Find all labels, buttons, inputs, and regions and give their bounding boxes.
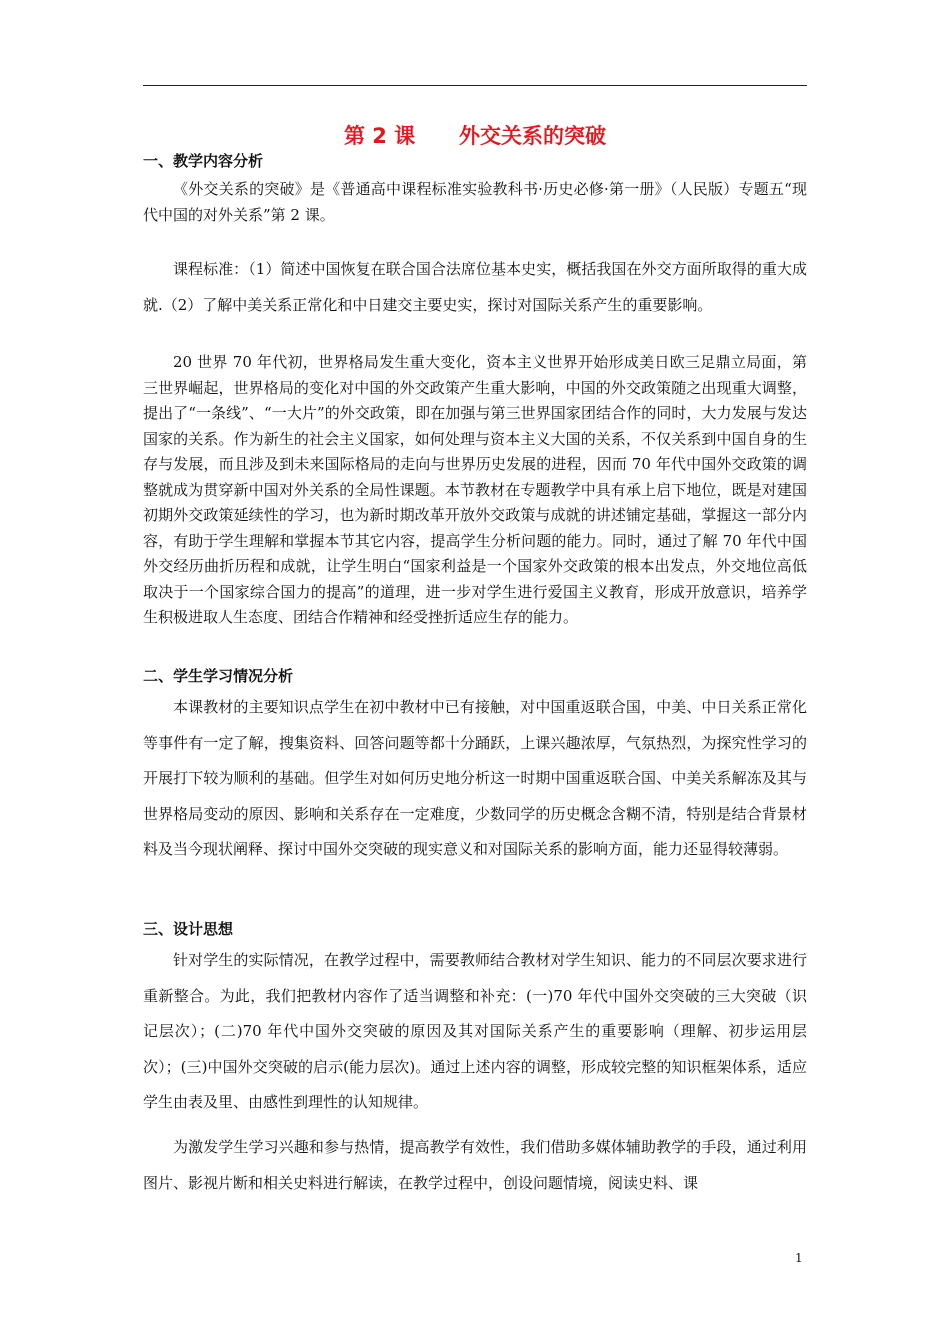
paragraph-design-adjustment: 针对学生的实际情况，在教学过程中，需要教师结合教材对学生知识、能力的不同层次要求进行重新整合。为此，我们把教材内容作了适当调整和补充：(一)70 年代中国外交突破的三大突破（识记层次）；(二)70 年代中国外交突破的原因及其对国际关系产生的重要影响（理解、初步运用层次）；(三)中国外交突破的启示(能力层次)。通过上述内容的调整，形成较完整的知识框架体系，适应学生由表及里、由感性到理性的认知规律。	[143, 951, 807, 1111]
section-heading-design-idea: 三、设计思想	[143, 920, 234, 938]
paragraph-curriculum-standard: 课程标准：（1）简述中国恢复在联合国合法席位基本史实，概括我国在外交方面所取得的重大成就.（2）了解中美关系正常化和中日建交主要史实，探讨对国际关系产生的重要影响。	[143, 260, 807, 314]
header-rule	[143, 85, 807, 86]
paragraph-textbook-intro: 《外交关系的突破》是《普通高中课程标准实验教科书·历史必修·第一册》（人民版）专题五“现代中国的对外关系”第 2 课。	[143, 180, 807, 224]
section-heading-student-analysis: 二、学生学习情况分析	[143, 667, 294, 685]
page-number: 1	[795, 1251, 803, 1265]
paragraph-background: 20 世界 70 年代初，世界格局发生重大变化，资本主义世界开始形成美日欧三足鼎立局面，第三世界崛起，世界格局的变化对中国的外交政策产生重大影响，中国的外交政策随之出现重大调整，提出了“一条线”、“一大片”的外交政策，即在加强与第三世界国家团结合作的同时，大力发展与发达国家的关系。作为新生的社会主义国家，如何处理与资本主义大国的关系，不仅关系到中国自身的生存与发展，而且涉及到未来国际格局的走向与世界历史发展的进程，因而 70 年代中国外交政策的调整就成为贯穿新中国对外关系的全局性课题。本节教材在专题教学中具有承上启下地位，既是对建国初期外交政策延续性的学习，也为新时期改革开放外交政策与成就的讲述铺定基础，掌握这一部分内容，有助于学生理解和掌握本节其它内容，提高学生分析问题的能力。同时，通过了解 70 年代中国外交经历曲折历程和成就，让学生明白“国家利益是一个国家外交政策的根本出发点，外交地位高低取决于一个国家综合国力的提高”的道理，进一步对学生进行爱国主义教育，形成开放意识，培养学生积极进取人生态度、团结合作精神和经受挫折适应生存的能力。	[143, 353, 807, 626]
lesson-title: 第 2 课 外交关系的突破	[343, 124, 607, 148]
paragraph-design-multimedia: 为激发学生学习兴趣和参与热情，提高教学有效性，我们借助多媒体辅助教学的手段，通过利用图片、影视片断和相关史料进行解读，在教学过程中，创设问题情境，阅读史料、课	[143, 1138, 807, 1192]
section-heading-content-analysis: 一、教学内容分析	[143, 152, 264, 170]
paragraph-student-analysis: 本课教材的主要知识点学生在初中教材中已有接触，对中国重返联合国，中美、中日关系正常化等事件有一定了解，搜集资料、回答问题等都十分踊跃，上课兴趣浓厚，气氛热烈，为探究性学习的开展打下较为顺利的基础。但学生对如何历史地分析这一时期中国重返联合国、中美关系解冻及其与世界格局变动的原因、影响和关系存在一定难度，少数同学的历史概念含糊不清，特别是结合背景材料及当今现状阐释、探讨中国外交突破的现实意义和对国际关系的影响方面，能力还显得较薄弱。	[143, 698, 807, 858]
